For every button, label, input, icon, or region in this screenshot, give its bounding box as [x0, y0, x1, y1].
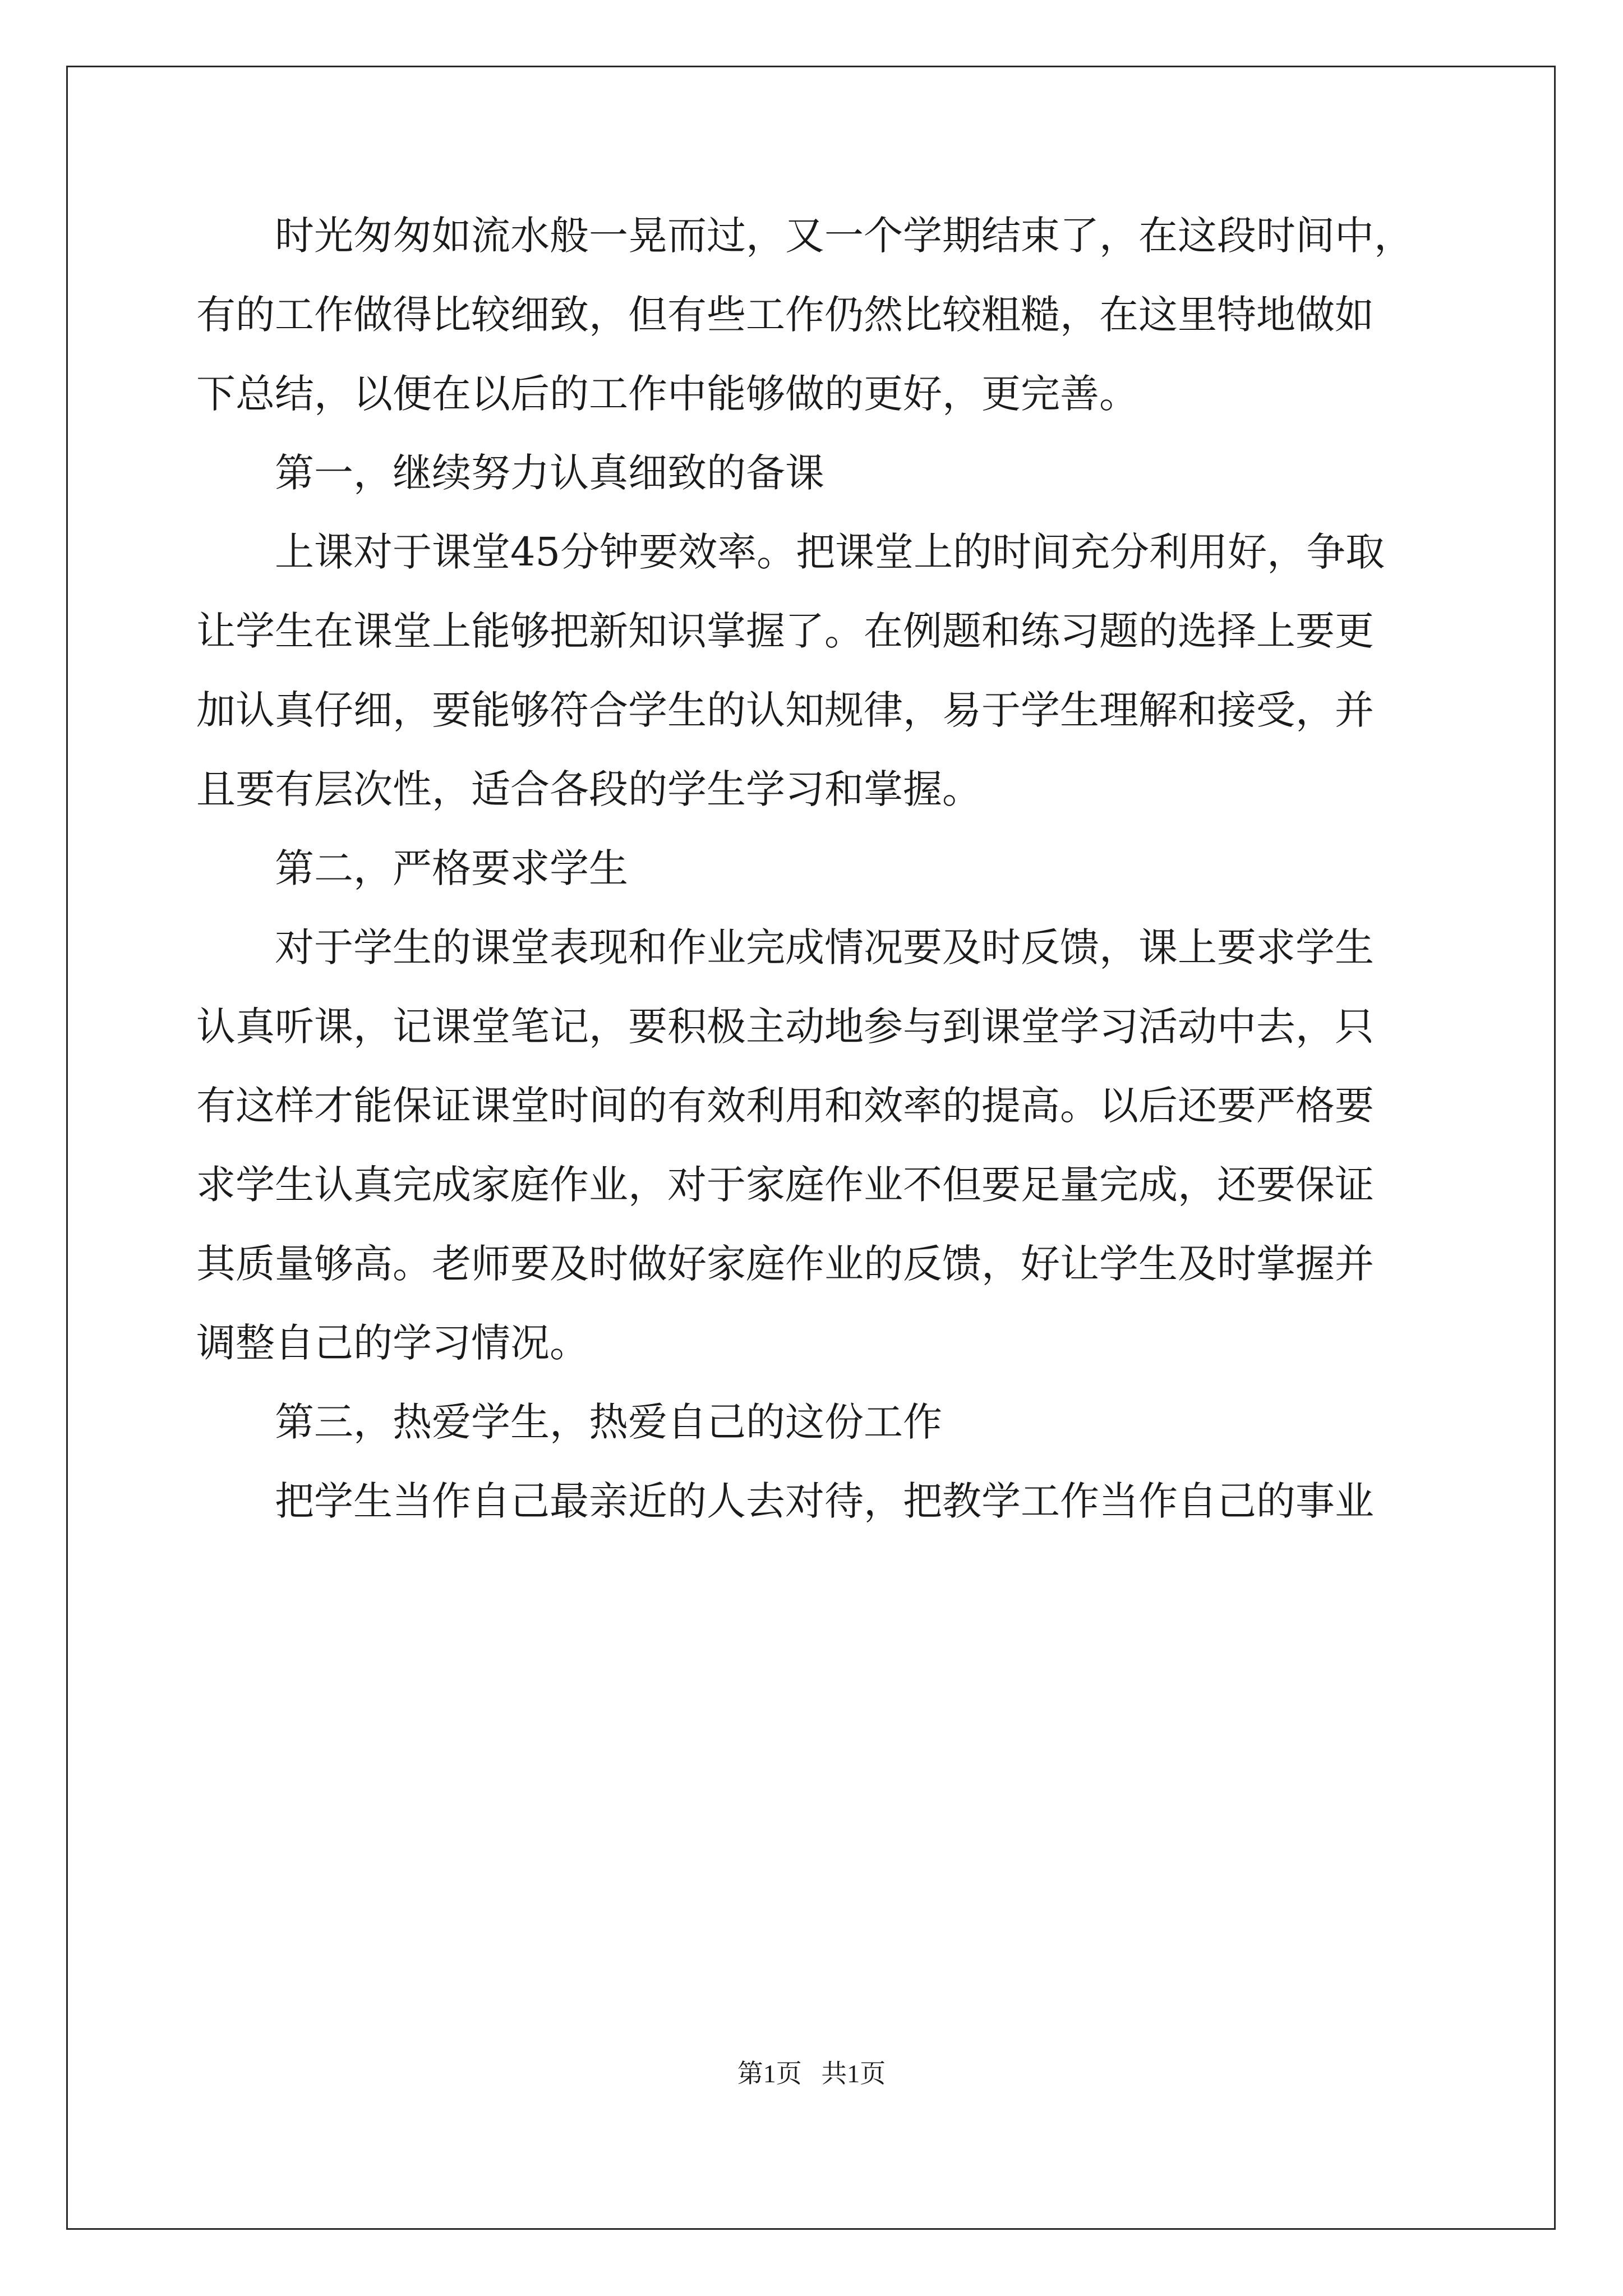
text-line: 调整自己的学习情况。: [196, 1320, 589, 1366]
text-line: 加认真仔细，要能够符合学生的认知规律，易于学生理解和接受，并: [196, 687, 1374, 733]
text-line: 把学生当作自己最亲近的人去对待，把教学工作当作自己的事业: [196, 1478, 1374, 1524]
text-line: 其质量够高。老师要及时做好家庭作业的反馈，好让学生及时掌握并: [196, 1241, 1374, 1287]
text-line: 让学生在课堂上能够把新知识掌握了。在例题和练习题的选择上要更: [196, 608, 1374, 654]
text-line: 有这样才能保证课堂时间的有效利用和效率的提高。以后还要严格要: [196, 1083, 1374, 1129]
text-line: 求学生认真完成家庭作业，对于家庭作业不但要足量完成，还要保证: [196, 1162, 1374, 1208]
text-line: 认真听课，记课堂笔记，要积极主动地参与到课堂学习活动中去，只: [196, 1004, 1374, 1050]
text-line: 对于学生的课堂表现和作业完成情况要及时反馈，课上要求学生: [196, 924, 1374, 970]
text-line: 时光匆匆如流水般一晃而过，又一个学期结束了，在这段时间中，: [196, 213, 1413, 259]
text-line: 下总结，以便在以后的工作中能够做的更好，更完善。: [196, 371, 1138, 417]
page-footer: 第1页 共1页: [737, 2059, 886, 2088]
section-heading: 第三，热爱学生，热爱自己的这份工作: [196, 1399, 942, 1445]
text-line: 上课对于课堂45分钟要效率。把课堂上的时间充分利用好，争取: [196, 529, 1385, 575]
text-line: 且要有层次性，适合各段的学生学习和掌握。: [196, 766, 981, 812]
section-heading: 第一，继续努力认真细致的备课: [196, 450, 824, 496]
text-line: 有的工作做得比较细致，但有些工作仍然比较粗糙，在这里特地做如: [196, 292, 1374, 338]
section-heading: 第二，严格要求学生: [196, 845, 628, 891]
